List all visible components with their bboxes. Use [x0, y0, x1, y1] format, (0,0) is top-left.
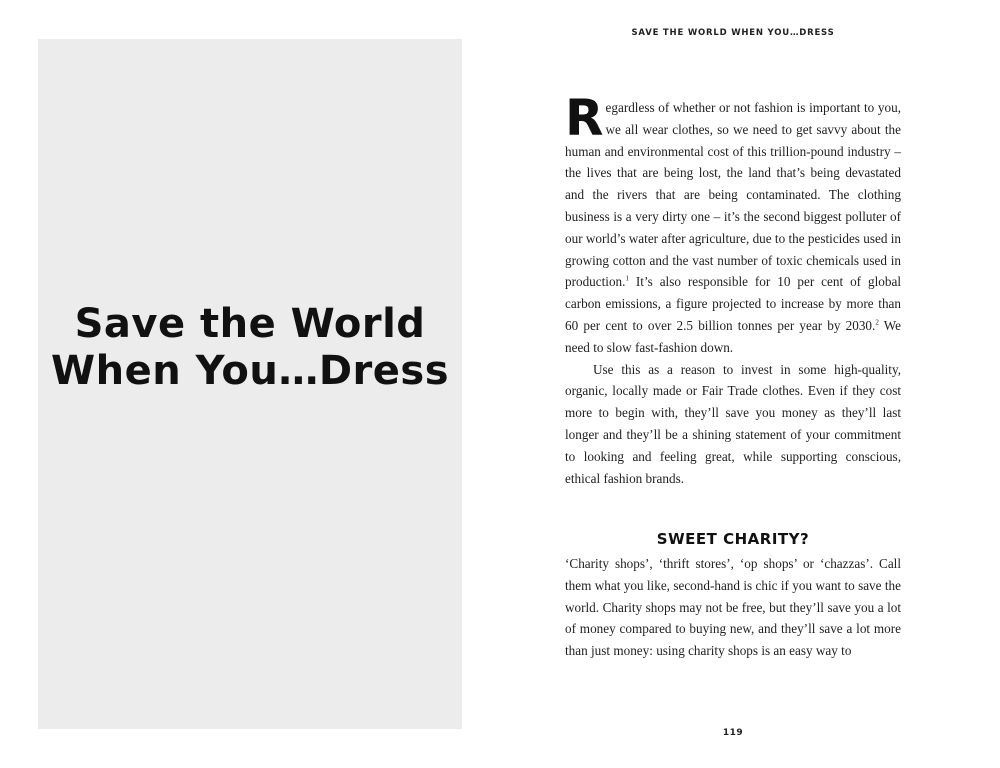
- paragraph-1: [565, 89, 901, 359]
- drop-cap: R: [565, 89, 604, 147]
- running-head: SAVE THE WORLD WHEN YOU…DRESS: [631, 28, 835, 38]
- paragraph-1-part-2: It’s also responsible for 10 per cent of global carbon emissions, a figure projected to increase by more than 60 per cent to over 2.5 billion tonnes per year by 2030.: [565, 274, 901, 333]
- body-text: [565, 89, 901, 489]
- paragraph-1-part-3: We need to slow fast-fashion down.: [565, 317, 901, 355]
- paragraph-1-part-1: egardless of whether or not fashion is important to you, we all wear clothes, so we need to get savvy about the human and environmental cost of this trillion-pound industry – the lives that are being lost, the land that’s being devastated and the rivers that are being contaminated. The clothing business is a very dirty one – it’s the second biggest polluter of our world’s water after agriculture, due to the pesticides used in growing cotton and the vast number of toxic chemicals used in production.: [565, 100, 901, 290]
- paragraph-2: Use this as a reason to invest in some high-quality, organic, locally made or Fair Trade clothes. Even if they cost more to begin with, they’ll save you money as they’ll last longer and they’ll be a shining statement of your commitment to looking and feeling great, while supporting conscious, ethical fashion brands.: [565, 361, 901, 486]
- chapter-title-panel: [38, 39, 462, 729]
- chapter-title: [51, 301, 449, 395]
- section-paragraph: ‘Charity shops’, ‘thrift stores’, ‘op shops’ or ‘chazzas’. Call them what you like, second-hand is chic if you want to save the world. Charity shops may not be free, but they’ll save you a lot of money compared to buying new, and they’ll save a lot more than just money: using charity shops is an easy way to: [565, 556, 901, 659]
- footnote-marker-1: 1: [625, 274, 629, 283]
- section-heading: SWEET CHARITY?: [656, 530, 810, 548]
- chapter-title-line-2: When You…Dress: [50, 348, 450, 394]
- page-number: 119: [722, 728, 744, 738]
- chapter-title-line-1: Save the World: [74, 301, 426, 347]
- footnote-marker-2: 2: [875, 318, 879, 327]
